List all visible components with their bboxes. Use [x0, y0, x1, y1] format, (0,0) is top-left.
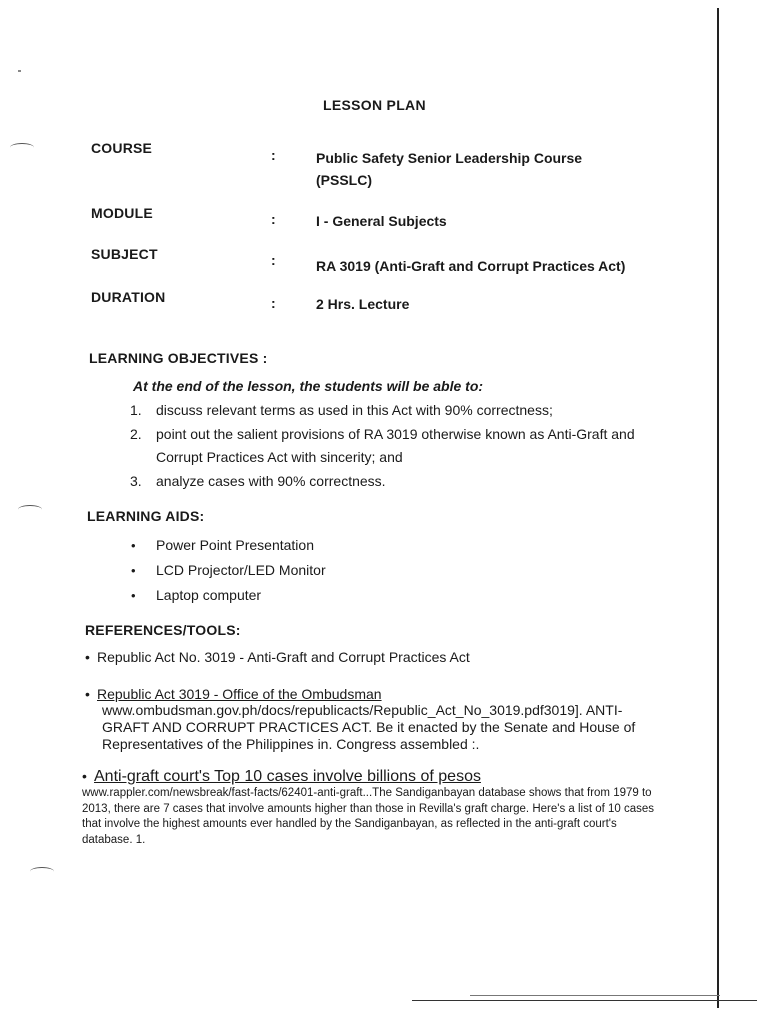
duration-value: 2 Hrs. Lecture [316, 296, 410, 312]
bullet-icon: • [85, 686, 90, 702]
course-colon: : [271, 147, 276, 163]
course-value-line2: (PSSLC) [316, 172, 372, 188]
objectives-intro: At the end of the lesson, the students will be able to: [133, 378, 484, 394]
reference-3-body: www.rappler.com/newsbreak/fast-facts/62401-anti-graft...The Sandiganbayan database shows that from 1979 to 2013, there are 7 cases that involve amounts higher than those in Revilla's graft charge. Here's a list of 10 cases that involve the highest amounts ever handled by the Sandiganbayan, as reflected in the anti-graft court's database. 1. [82, 787, 655, 846]
objective-number: 1. [130, 402, 142, 418]
references-heading: REFERENCES/TOOLS: [85, 622, 241, 638]
aid-item [131, 558, 326, 583]
bullet-icon: • [85, 649, 90, 665]
aid-text: Power Point Presentation [156, 537, 314, 553]
subject-label: SUBJECT [91, 246, 158, 262]
course-label: COURSE [91, 140, 153, 156]
objectives-heading: LEARNING OBJECTIVES : [89, 350, 268, 366]
objective-number: 2. [130, 425, 142, 442]
duration-colon: : [271, 295, 276, 311]
reference-2-body: www.ombudsman.gov.ph/docs/republicacts/Republic_Act_No_3019.pdf3019]. ANTI-GRAFT AND CORRUPT PRACTICES ACT. Be it enacted by the Senate and House of Representatives of the Philippines in. Congress assembled :. [102, 702, 636, 752]
objective-text: discuss relevant terms as used in this Act with 90% correctness; [156, 402, 553, 418]
page-title: LESSON PLAN [323, 97, 426, 113]
bottom-rule-faint [470, 995, 720, 996]
module-label: MODULE [91, 205, 153, 221]
punch-hole-mark [30, 867, 54, 876]
bullet-icon: • [131, 588, 136, 603]
objective-item [130, 470, 670, 494]
bottom-rule [412, 1000, 757, 1001]
objective-text: analyze cases with 90% correctness. [156, 472, 386, 489]
course-value-line1: Public Safety Senior Leadership Course [316, 150, 583, 166]
objective-item [130, 423, 670, 470]
reference-1-text: Republic Act No. 3019 - Anti-Graft and Corrupt Practices Act [97, 649, 470, 665]
aid-item [131, 533, 326, 558]
aids-list [131, 533, 326, 608]
reference-item-2 [85, 686, 655, 753]
course-value [316, 147, 582, 191]
module-value: I - General Subjects [316, 213, 447, 229]
aid-item [131, 583, 326, 608]
subject-colon: : [271, 252, 276, 268]
reference-2-link[interactable]: Republic Act 3019 - Office of the Ombudsman [97, 686, 382, 702]
aid-text: LCD Projector/LED Monitor [156, 562, 326, 578]
objective-item [130, 399, 670, 423]
bullet-icon: • [131, 563, 136, 578]
aid-text: Laptop computer [156, 587, 262, 603]
bullet-icon: • [82, 768, 87, 784]
reference-item-1 [85, 649, 655, 665]
scan-speck [18, 70, 21, 72]
objectives-list [130, 399, 670, 493]
reference-3-link[interactable]: Anti-graft court's Top 10 cases involve billions of pesos [94, 768, 481, 785]
page-edge-line [717, 8, 719, 1008]
subject-value: RA 3019 (Anti-Graft and Corrupt Practices Act) [316, 258, 626, 274]
punch-hole-mark [18, 505, 42, 514]
module-colon: : [271, 211, 276, 227]
punch-hole-mark [10, 143, 34, 152]
objective-number: 3. [130, 472, 142, 489]
objective-text: point out the salient provisions of RA 3019 otherwise known as Anti-Graft and Corrupt Practices Act with sincerity; and [156, 425, 635, 465]
bullet-icon: • [131, 538, 136, 553]
duration-label: DURATION [91, 289, 166, 305]
aids-heading: LEARNING AIDS: [87, 508, 205, 524]
reference-item-3 [82, 768, 662, 848]
